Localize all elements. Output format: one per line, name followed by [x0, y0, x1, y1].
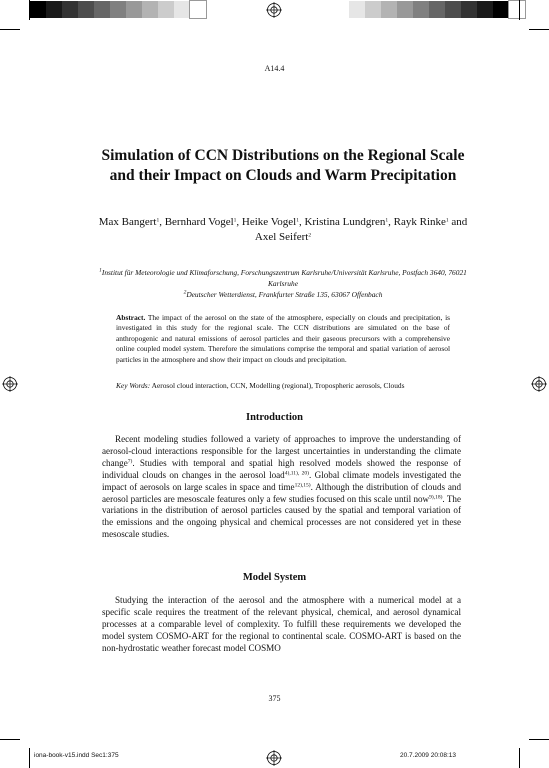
color-swatch	[126, 1, 142, 18]
color-bar-left	[30, 1, 206, 18]
color-swatch	[190, 1, 206, 18]
footer-file-info: iona-book-v15.indd Sec1:375	[34, 752, 119, 759]
color-swatch	[413, 1, 429, 18]
affiliation-number: 2	[183, 289, 187, 296]
crop-mark	[519, 0, 520, 20]
color-swatch	[445, 1, 461, 18]
author-name: Rayk Rinke	[393, 216, 446, 228]
paragraph: Studying the interaction of the aerosol and the atmosphere with a numerical model at a specific scale requires the treatment of the relevant physical, chemical, and aerosol dynamical processes at a comparable level of complexity. To fulfill these requirements we developed the model system COSMO-ART for the regional to continental scale. COSMO-ART is based on the non-hydrostatic weather forecast model COSMO	[102, 595, 461, 653]
crop-mark	[529, 739, 549, 740]
citation: 9),18)	[429, 494, 443, 501]
registration-mark-icon	[266, 2, 282, 18]
abstract-label: Abstract.	[116, 313, 146, 322]
color-swatch	[365, 1, 381, 18]
author-affiliation-number: 1	[445, 217, 449, 224]
text-run: . Studies with temporal and spatial high resolved models showed the response of individual clouds on changes in the aerosol load	[102, 457, 461, 480]
author-name: Bernhard Vogel	[164, 216, 234, 228]
color-swatch	[477, 1, 493, 18]
color-swatch	[46, 1, 62, 18]
affiliation	[95, 289, 471, 300]
page-code: A14.4	[264, 64, 285, 73]
registration-mark-icon	[266, 750, 282, 766]
color-bar-right	[349, 1, 525, 18]
author-name: Kristina Lundgren	[304, 216, 386, 228]
affiliation-text: Deutscher Wetterdienst, Frankfurter Straße 135, 63067 Offenbach	[186, 290, 383, 299]
page-number: 375	[268, 694, 281, 703]
color-swatch	[110, 1, 126, 18]
author-name: Heike Vogel	[241, 216, 297, 228]
text-run: . Although the distribution of clouds and aerosol particles are mesoscale features only a few studies focused on this scale until now	[102, 481, 461, 504]
paper-title: Simulation of CCN Distributions on the Regional Scale and their Impact on Clouds and Warm Precipitation	[101, 147, 465, 184]
author-name: Axel Seifert	[254, 231, 309, 243]
color-swatch	[78, 1, 94, 18]
author-list: Max Bangert$^1$, Bernhard Vogel$^1$, Heike Vogel$^1$, Kristina Lundgren$^1$, Rayk Rinke$^1$ and Axel Seifert$^2$	[98, 216, 468, 243]
text-run: . Global climate models investigated the impact of aerosols on large scales in space and time	[102, 469, 461, 492]
crop-mark	[29, 0, 30, 20]
registration-mark-icon	[531, 376, 547, 392]
introduction-text	[102, 434, 461, 541]
affiliation-text: Institut für Meteorologie und Klimaforschung, Forschungszentrum Karlsruhe/Universität Karlsruhe, Postfach 3640, 76021 Karlsruhe	[101, 268, 467, 288]
abstract-text: The impact of the aerosol on the state of the atmosphere, especially on clouds and precipitation, is investigated in this study for the regional scale. The CCN distributions are simulated on the base of anthropogenic and natural emissions of aerosol particles and their gaseous precursors with a comprehensive online coupled model system. Therefore the simulations comprise the temporal and spatial variation of aerosol particles in the atmosphere and show their impact on clouds and precipitation.	[116, 313, 450, 364]
keywords-label: Key Words	[116, 381, 148, 390]
color-swatch	[493, 1, 509, 18]
citation: 7)	[127, 458, 133, 465]
color-swatch	[62, 1, 78, 18]
color-swatch	[94, 1, 110, 18]
author-affiliation-number: 1	[385, 217, 389, 224]
color-swatch	[397, 1, 413, 18]
author-affiliation-number: 1	[296, 217, 299, 224]
abstract	[116, 313, 450, 365]
color-swatch	[461, 1, 477, 18]
author-affiliation-number: 1	[233, 217, 237, 224]
color-swatch	[30, 1, 46, 18]
text-run: Recent modeling studies followed a variety of approaches to improve the understanding of aerosol-cloud interactions responsible for the largest uncertainties in understanding the climate change	[102, 434, 461, 468]
footer-date-info: 20.7.2009 20:08:13	[400, 752, 457, 759]
color-swatch	[174, 1, 190, 18]
author-name: Max Bangert	[98, 216, 157, 228]
keywords: Key Words: Aerosol cloud interaction, CCN, Modelling (regional), Tropospheric aerosols, Clouds	[116, 381, 405, 390]
keywords-text: Aerosol cloud interaction, CCN, Modelling (regional), Tropospheric aerosols, Clouds	[151, 381, 405, 390]
crop-mark	[0, 739, 20, 740]
citation: 4),11), 20)	[284, 470, 310, 477]
affiliation	[95, 267, 471, 289]
crop-mark	[529, 29, 549, 30]
citation: 12),15)	[294, 482, 311, 489]
section-heading-model-system: Model System	[242, 572, 307, 583]
crop-mark	[0, 29, 20, 30]
crop-mark	[519, 748, 520, 768]
color-swatch	[381, 1, 397, 18]
section-heading-introduction: Introduction	[246, 412, 303, 423]
color-swatch	[429, 1, 445, 18]
color-swatch	[349, 1, 365, 18]
color-swatch	[142, 1, 158, 18]
affiliation-number: 1	[99, 267, 102, 274]
color-swatch	[158, 1, 174, 18]
crop-mark	[29, 748, 30, 768]
text-run: . The variations in the distribution of aerosol particles caused by the spatial and temporal variation of the emissions and the ongoing physical and chemical processes are not considered yet in these mesoscale studies.	[102, 493, 461, 540]
author-affiliation-number: 2	[308, 232, 312, 239]
registration-mark-icon	[2, 376, 18, 392]
color-swatch	[509, 1, 525, 18]
model-system-text	[102, 595, 461, 655]
author-affiliation-number: 1	[156, 217, 160, 224]
